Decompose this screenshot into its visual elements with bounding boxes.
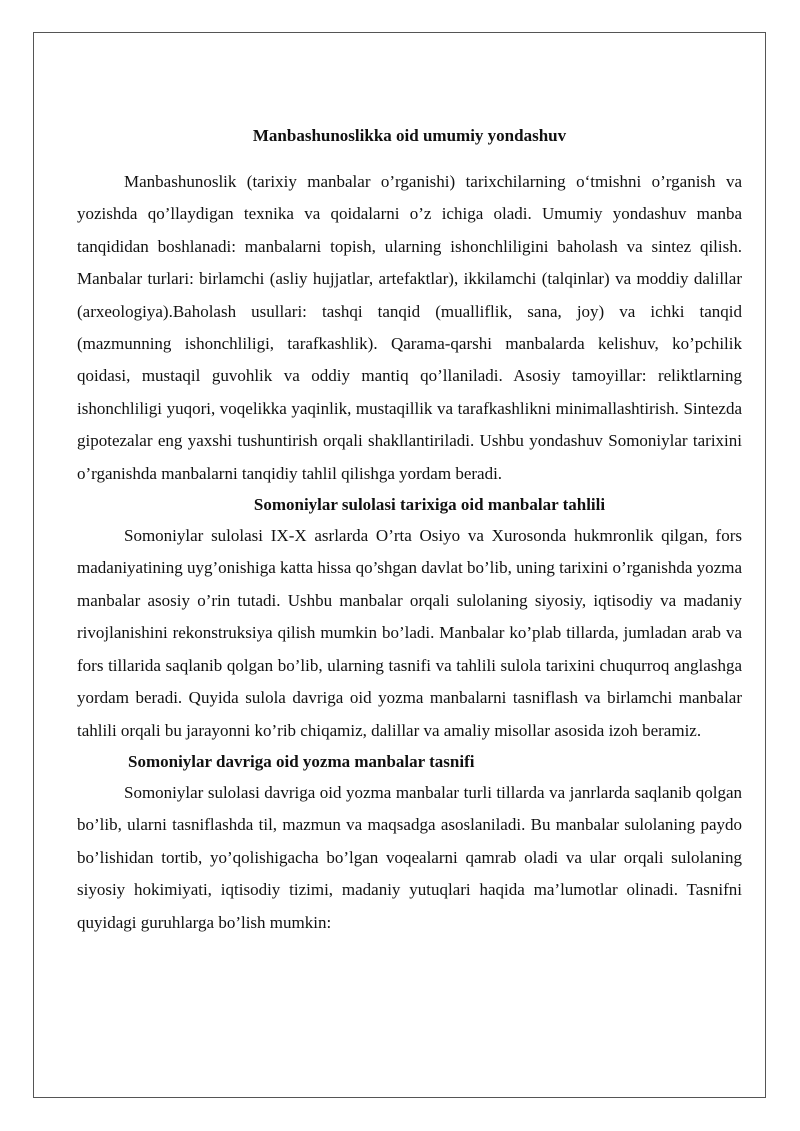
document-body bbox=[77, 120, 742, 939]
section-heading-classification: Somoniylar davriga oid yozma manbalar tasnifi bbox=[128, 751, 475, 771]
paragraph-analysis: Somoniylar sulolasi IX-X asrlarda O’rta Osiyo va Xurosonda hukmronlik qilgan, fors madaniyatining uyg’onishiga katta hissa qo’shgan davlat bo’lib, uning tarixini o’rganishda yozma manbalar asosiy o’rin tutadi. Ushbu manbalar orqali sulolaning siyosiy, iqtisodiy va madaniy rivojlanishini rekonstruksiya qilish mumkin bo’ladi. Manbalar ko’plab tillarda, jumladan arab va fors tillarida saqlanib qolgan bo’lib, ularning tasnifi va tahlili sulola tarixini chuqurroq anglashga yordam beradi. Quyida sulola davriga oid yozma manbalarni tasniflash va birlamchi manbalar tahlili orqali bu jarayonni ko’rib chiqamiz, dalillar va amaliy misollar asosida izoh beramiz. bbox=[77, 526, 742, 740]
paragraph-intro: Manbashunoslik (tarixiy manbalar o’rganishi) tarixchilarning o‘tmishni o’rganish va yozishda qo’llaydigan texnika va qoidalarni o’z ichiga oladi. Umumiy yondashuv manba tanqididan boshlanadi: manbalarni topish, ularning ishonchliligini baholash va sintez qilish. Manbalar turlari: birlamchi (asliy hujjatlar, artefaktlar), ikkilamchi (talqinlar) va moddiy dalillar (arxeologiya).Baholash usullari: tashqi tanqid (mualliflik, sana, joy) va ichki tanqid (mazmunning ishonchliligi, tarafkashlik). Qarama-qarshi manbalarda kelishuv, ko’pchilik qoidasi, mustaqil guvohlik va oddiy mantiq qo’llaniladi. Asosiy tamoyillar: reliktlarning ishonchliligi yuqori, voqelikka yaqinlik, mustaqillik va tarafkashlikni minimallashtirish. Sintezda gipotezalar eng yaxshi tushuntirish orqali shakllantiriladi. Ushbu yondashuv Somoniylar tarixini o’rganishda manbalarni tanqidiy tahlil qilishga yordam beradi. bbox=[77, 172, 742, 483]
document-title: Manbashunoslikka oid umumiy yondashuv bbox=[252, 126, 567, 145]
paragraph-classification: Somoniylar sulolasi davriga oid yozma manbalar turli tillarda va janrlarda saqlanib qolgan bo’lib, ularni tasniflashda til, mazmun va maqsadga asoslaniladi. Bu manbalar sulolaning paydo bo’lishidan tortib, yo’qolishigacha bo’lgan voqealarni qamrab oladi va ular orqali sulolaning siyosiy hokimiyati, iqtisodiy tizimi, madaniy yutuqlari haqida ma’lumotlar olinadi. Tasnifni quyidagi guruhlarga bo’lish mumkin: bbox=[77, 782, 742, 932]
section-heading-analysis: Somoniylar sulolasi tarixiga oid manbalar tahlili bbox=[253, 495, 606, 515]
